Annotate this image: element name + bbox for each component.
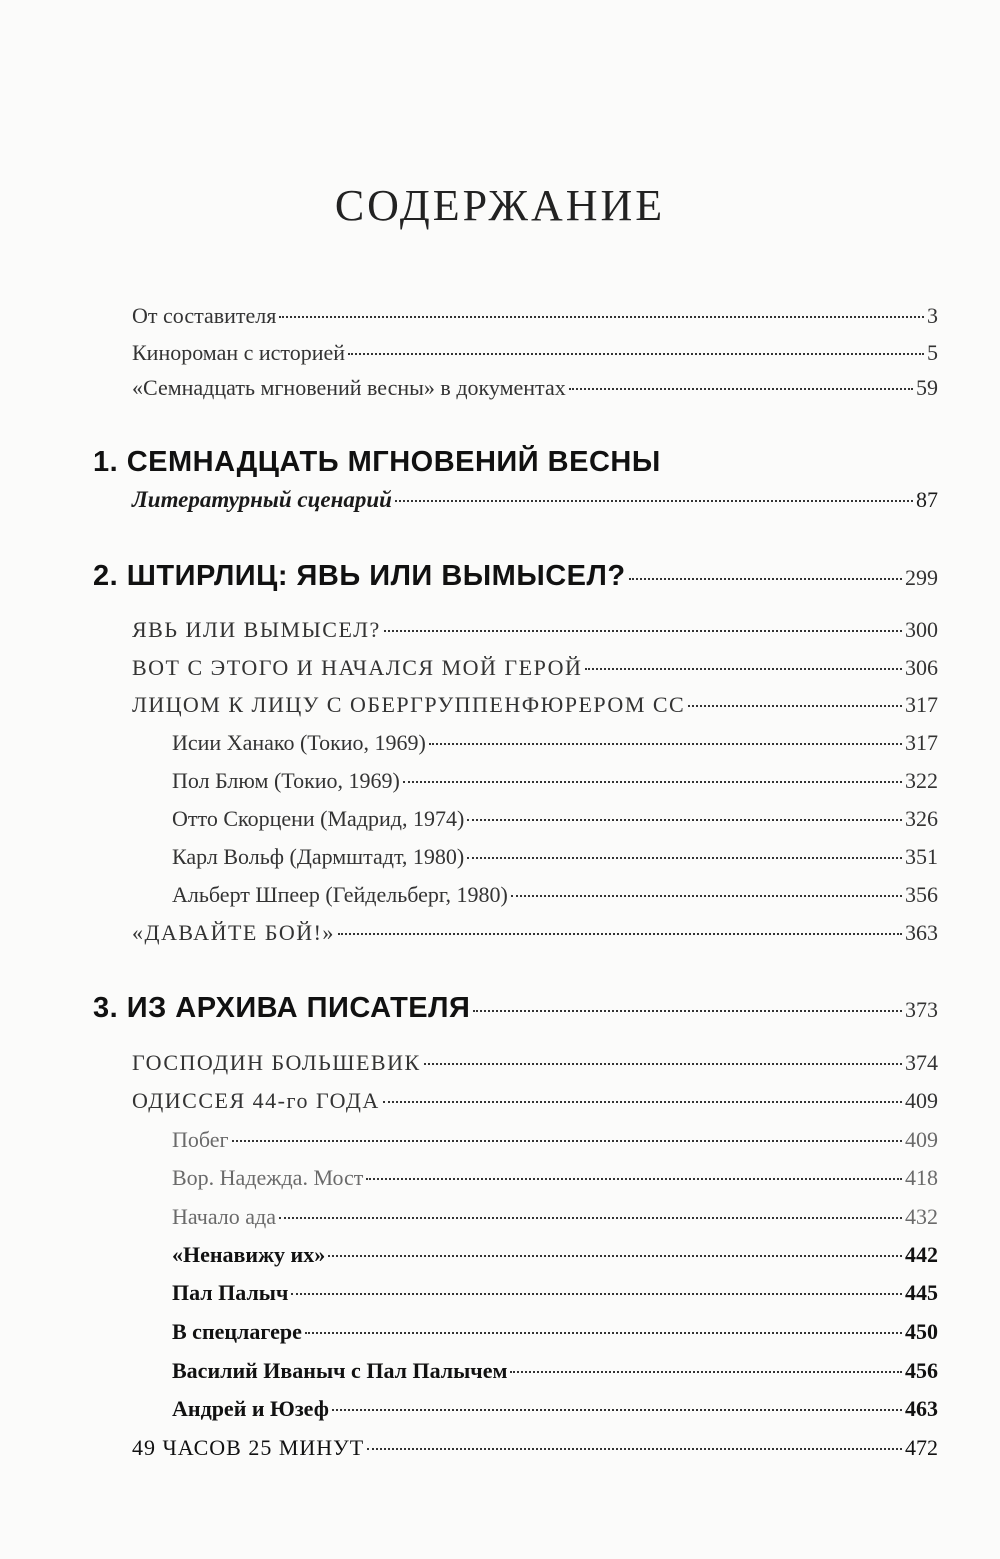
entry-title: ГОСПОДИН БОЛЬШЕВИК [132,1050,421,1075]
toc-entry[interactable] [132,655,938,681]
toc-subentry[interactable] [172,1242,938,1268]
entry-title: Вор. Надежда. Мост [172,1165,364,1190]
entry-page: 299 [905,565,938,590]
entry-title: ЯВЬ ИЛИ ВЫМЫСЕЛ? [132,617,381,642]
toc-subentry[interactable] [172,806,938,832]
entry-title: Пал Палыч [172,1280,289,1305]
dot-leader [424,1063,902,1065]
entry-page: 373 [905,997,938,1022]
entry-page: 418 [905,1165,938,1190]
entry-page: 450 [905,1319,938,1344]
dot-leader [279,1217,902,1219]
entry-page: 306 [905,655,938,680]
dot-leader [688,705,902,707]
toc-subentry[interactable] [172,1396,938,1422]
dot-leader [395,500,913,502]
entry-title: Карл Вольф (Дармштадт, 1980) [172,844,465,869]
toc-entry[interactable] [132,1435,938,1461]
entry-title: Отто Скорцени (Мадрид, 1974) [172,806,465,831]
entry-page: 356 [905,882,938,907]
entry-title: 49 ЧАСОВ 25 МИНУТ [132,1435,365,1460]
toc-subentry[interactable] [172,1127,938,1153]
part-1-heading[interactable]: 1. СЕМНАДЦАТЬ МГНОВЕНИЙ ВЕСНЫ [93,446,661,478]
entry-page: 432 [905,1204,938,1229]
toc-subentry[interactable] [172,730,938,756]
entry-page: 3 [927,303,938,328]
dot-leader [473,1010,902,1012]
dot-leader [403,781,902,783]
dot-leader [332,1409,902,1411]
page-title: СОДЕРЖАНИЕ [334,181,666,230]
entry-page: 326 [905,806,938,831]
entry-title: «Семнадцать мгновений весны» в документах [132,375,566,400]
dot-leader [585,668,902,670]
dot-leader [629,578,902,580]
entry-page: 300 [905,617,938,642]
part-title: 3. ИЗ АРХИВА ПИСАТЕЛЯ [93,992,471,1024]
part-2-heading[interactable] [93,560,938,593]
entry-page: 322 [905,768,938,793]
toc-subentry[interactable] [172,1280,938,1306]
entry-title: Пол Блюм (Токио, 1969) [172,768,400,793]
part-1-subtitle-entry[interactable] [132,487,938,513]
dot-leader [467,819,902,821]
entry-title: В спецлагере [172,1319,302,1344]
toc-entry[interactable] [132,1088,938,1114]
entry-title: ЛИЦОМ К ЛИЦУ С ОБЕРГРУППЕНФЮРЕРОМ СС [132,692,686,717]
part-title: 2. ШТИРЛИЦ: ЯВЬ ИЛИ ВЫМЫСЕЛ? [93,560,626,592]
entry-page: 351 [905,844,938,869]
entry-page: 456 [905,1358,938,1383]
dot-leader [328,1255,902,1257]
entry-title: Начало ада [172,1204,276,1229]
toc-entry[interactable] [132,692,938,718]
entry-page: 87 [916,487,938,512]
entry-title: Василий Иваныч с Пал Палычем [172,1358,508,1383]
entry-title: ВОТ С ЭТОГО И НАЧАЛСЯ МОЙ ГЕРОЙ [132,655,583,680]
part-3-heading[interactable] [93,992,938,1025]
entry-title: Исии Ханако (Токио, 1969) [172,730,426,755]
toc-entry[interactable] [132,375,938,401]
entry-title: От составителя [132,303,277,328]
toc-subentry[interactable] [172,1319,938,1345]
entry-page: 472 [905,1435,938,1460]
entry-page: 409 [905,1127,938,1152]
entry-title: Кинороман с историей [132,340,346,365]
dot-leader [384,630,902,632]
dot-leader [510,1371,902,1373]
entry-page: 409 [905,1088,938,1113]
dot-leader [367,1448,902,1450]
dot-leader [279,316,924,318]
entry-page: 317 [905,692,938,717]
entry-title: Андрей и Юзеф [172,1396,329,1421]
dot-leader [467,857,902,859]
dot-leader [383,1101,902,1103]
dot-leader [348,353,924,355]
entry-page: 442 [905,1242,938,1267]
toc-subentry[interactable] [172,1204,938,1230]
dot-leader [366,1178,902,1180]
toc-subentry[interactable] [172,844,938,870]
dot-leader [429,743,902,745]
entry-title: Побег [172,1127,229,1152]
toc-subentry[interactable] [172,1165,938,1191]
dot-leader [291,1293,902,1295]
entry-page: 374 [905,1050,938,1075]
entry-page: 317 [905,730,938,755]
entry-title: «Ненавижу их» [172,1242,326,1267]
entry-title: Альберт Шпеер (Гейдельберг, 1980) [172,882,508,907]
dot-leader [511,895,902,897]
dot-leader [305,1332,902,1334]
entry-page: 463 [905,1396,938,1421]
toc-subentry[interactable] [172,1358,938,1384]
dot-leader [569,388,913,390]
entry-title: ОДИССЕЯ 44-го ГОДА [132,1088,380,1113]
toc-subentry[interactable] [172,768,938,794]
toc-entry[interactable] [132,617,938,643]
entry-page: 59 [916,375,938,400]
entry-page: 5 [927,340,938,365]
entry-title: «ДАВАЙТЕ БОЙ!» [132,920,335,945]
toc-subentry[interactable] [172,882,938,908]
dot-leader [232,1140,902,1142]
toc-entry[interactable] [132,920,938,946]
toc-entry[interactable] [132,340,938,366]
toc-entry[interactable] [132,303,938,329]
entry-page: 363 [905,920,938,945]
entry-title: Литературный сценарий [132,487,392,512]
dot-leader [338,933,902,935]
entry-page: 445 [905,1280,938,1305]
toc-entry[interactable] [132,1050,938,1076]
